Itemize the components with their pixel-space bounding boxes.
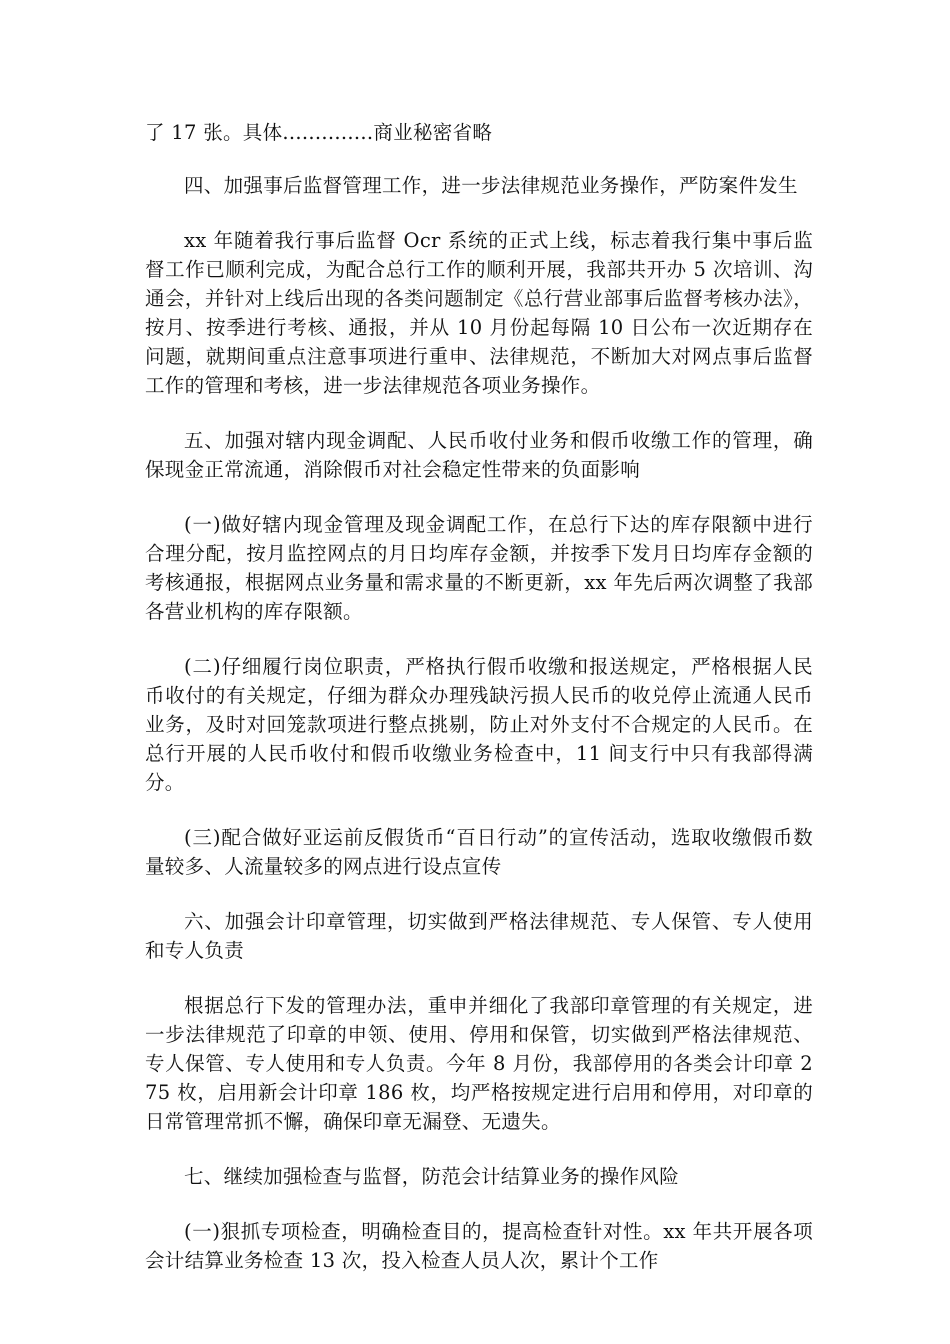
paragraph-post-supervision: xx 年随着我行事后监督 Ocr 系统的正式上线，标志着我行集中事后监督工作已顺利完成，为配合总行工作的顺利开展，我部共开办 5 次培训、沟通会，并针对上线后出现的各类问题制定《总行营业部事后监督考核办法》，按月、按季进行考核、通报，并从 10 月份起每隔 10 日公布一次近期存在问题，就期间重点注意事项进行重申、法律规范，不断加大对网点事后监督工作的管理和考核，进一步法律规范各项业务操作。 [145,229,813,397]
section-heading-6: 六、加强会计印章管理，切实做到严格法律规范、专人保管、专人使用和专人负责 [145,910,813,962]
section-heading-4: 四、加强事后监督管理工作，进一步法律规范业务操作，严防案件发生 [184,174,798,197]
paragraph-continuation: 了 17 张。具体..............商业秘密省略 [145,121,493,144]
paragraph-counterfeit-duties: (二)仔细履行岗位职责，严格执行假币收缴和报送规定，严格根据人民币收付的有关规定，仔细为群众办理残缺污损人民币的收兑停止流通人民币业务，及时对回笼款项进行整点挑剔，防止对外支付不合规定的人民币。在总行开展的人民币收付和假币收缴业务检查中，11 间支行中只有我部得满分。 [145,655,813,794]
paragraph-seal-management: 根据总行下发的管理办法，重申并细化了我部印章管理的有关规定，进一步法律规范了印章的申领、使用、停用和保管，切实做到严格法律规范、专人保管、专人使用和专人负责。今年 8 月份，我部停用的各类会计印章 275 枚，启用新会计印章 186 枚，均严格按规定进行启用和停用，对印章的日常管理常抓不懈，确保印章无漏登、无遗失。 [145,994,813,1133]
paragraph-special-inspection: (一)狠抓专项检查，明确检查目的，提高检查针对性。xx 年共开展各项会计结算业务检查 13 次，投入检查人员人次，累计个工作 [145,1220,813,1272]
section-heading-5: 五、加强对辖内现金调配、人民币收付业务和假币收缴工作的管理，确保现金正常流通，消除假币对社会稳定性带来的负面影响 [145,429,813,481]
paragraph-awareness-campaign: (三)配合做好亚运前反假货币“百日行动”的宣传活动，选取收缴假币数量较多、人流量较多的网点进行设点宣传 [145,826,813,878]
paragraph-cash-management: (一)做好辖内现金管理及现金调配工作，在总行下达的库存限额中进行合理分配，按月监控网点的月日均库存金额，并按季下发月日均库存金额的考核通报，根据网点业务量和需求量的不断更新，xx 年先后两次调整了我部各营业机构的库存限额。 [145,513,813,623]
section-heading-7: 七、继续加强检查与监督，防范会计结算业务的操作风险 [184,1165,680,1188]
document-page [145,118,813,1301]
